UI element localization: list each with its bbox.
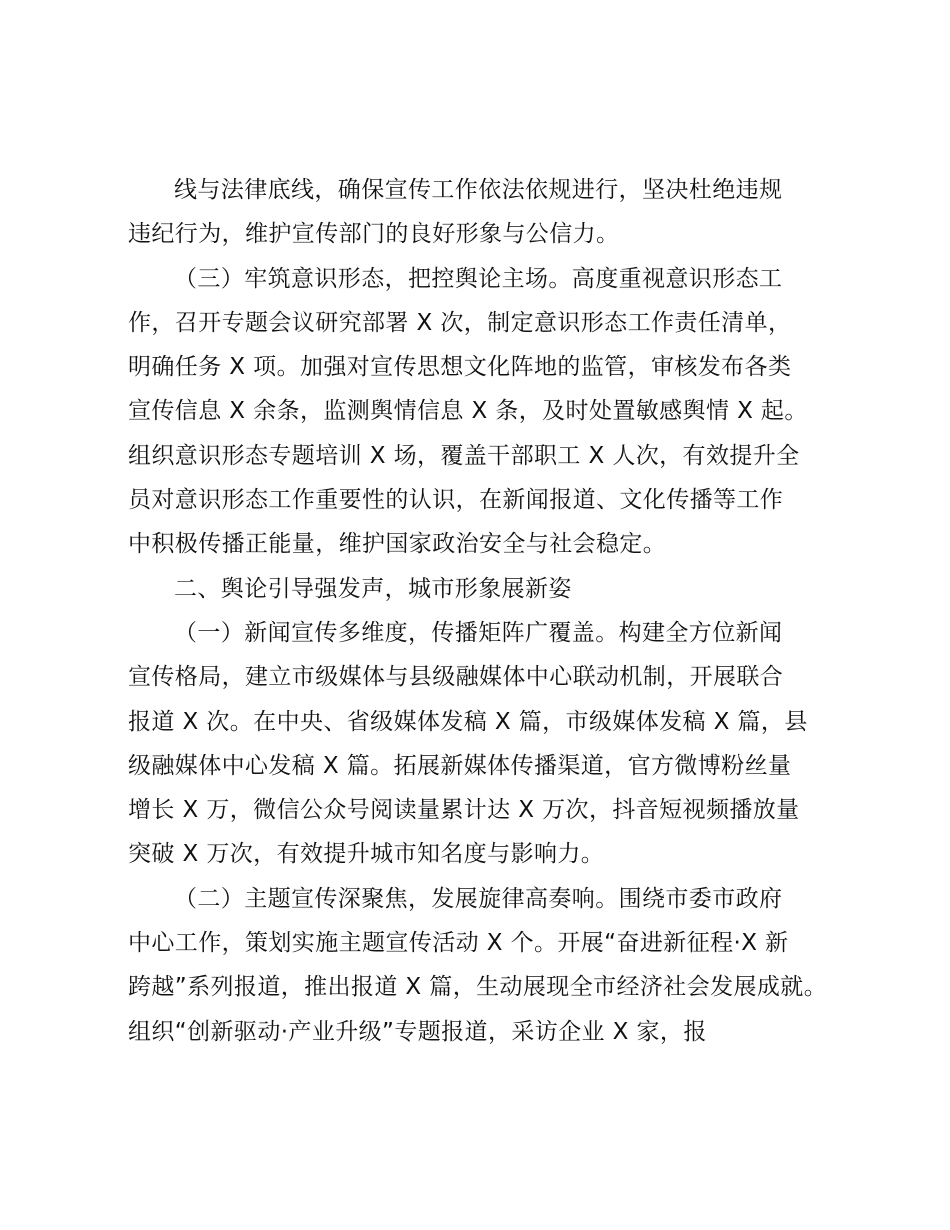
body-line: 违纪行为，维护宣传部门的良好形象与公信力。 xyxy=(128,221,620,248)
section-heading-line: （二）主题宣传深聚焦，发展旋律高奏响。围绕市委市政府 xyxy=(174,885,783,912)
body-line: 级融媒体中心发稿 X 篇。拓展新媒体传播渠道，官方微博粉丝量 xyxy=(128,752,792,779)
body-line: 员对意识形态工作重要性的认识，在新闻报道、文化传播等工作 xyxy=(128,487,784,514)
body-line: 明确任务 X 项。加强对宣传思想文化阵地的监管，审核发布各类 xyxy=(128,354,792,381)
body-line: 作，召开专题会议研究部署 X 次，制定意识形态工作责任清单， xyxy=(128,309,792,336)
body-line: 中心工作，策划实施主题宣传活动 X 个。开展“奋进新征程·X 新 xyxy=(128,930,789,957)
body-line: 线与法律底线，确保宣传工作依法依规进行，坚决杜绝违规 xyxy=(174,177,783,203)
section-heading-line: （三）牢筑意识形态，把控舆论主场。高度重视意识形态工 xyxy=(174,265,783,292)
chapter-heading-line: 二、舆论引导强发声，城市形象展新姿 xyxy=(174,575,572,602)
body-line: 增长 X 万，微信公众号阅读量累计达 X 万次，抖音短视频播放量 xyxy=(128,797,800,824)
body-line: 中积极传播正能量，维护国家政治安全与社会稳定。 xyxy=(128,531,667,558)
body-line: 组织“创新驱动·产业升级”专题报道，采访企业 X 家，报 xyxy=(128,1018,707,1045)
document-body xyxy=(128,168,848,1054)
body-line: 突破 X 万次，有效提升城市知名度与影响力。 xyxy=(128,841,605,868)
body-line: 跨越”系列报道，推出报道 X 篇，生动展现全市经济社会发展成就。 xyxy=(128,974,828,1001)
body-line: 宣传格局，建立市级媒体与县级融媒体中心联动机制，开展联合 xyxy=(128,664,784,691)
body-line: 组织意识形态专题培训 X 场，覆盖干部职工 X 人次，有效提升全 xyxy=(128,442,800,469)
body-line: 报道 X 次。在中央、省级媒体发稿 X 篇，市级媒体发稿 X 篇，县 xyxy=(128,708,808,735)
section-heading-line: （一）新闻宣传多维度，传播矩阵广覆盖。构建全方位新闻 xyxy=(174,619,783,646)
body-line: 宣传信息 X 余条，监测舆情信息 X 条，及时处置敏感舆情 X 起。 xyxy=(128,398,808,425)
